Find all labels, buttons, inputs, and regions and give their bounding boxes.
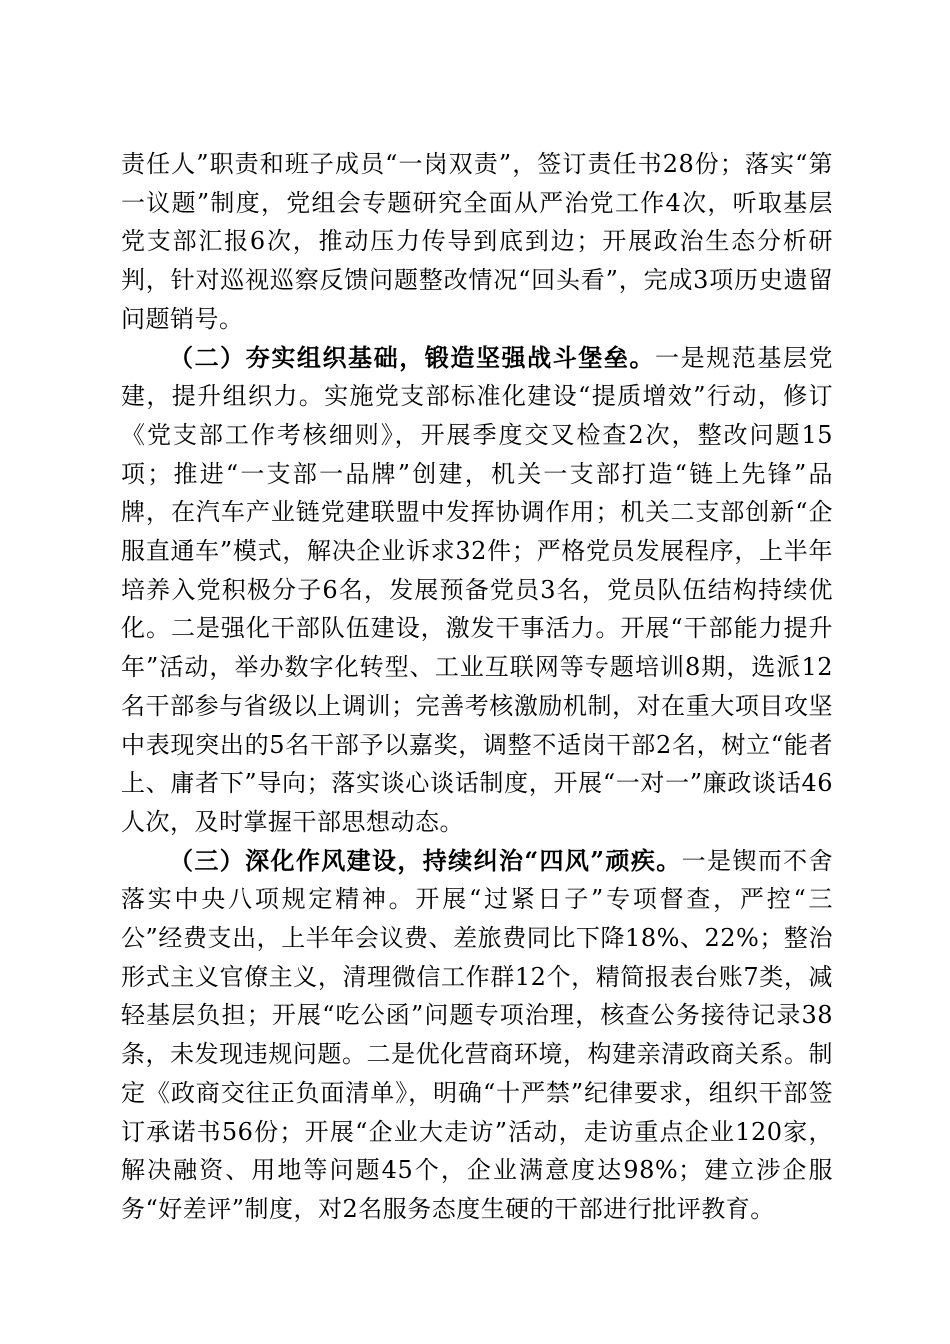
section-heading: （二）夯实组织基础，锻造坚强战斗堡垒。	[169, 342, 656, 372]
paragraph-continuation	[121, 145, 833, 339]
paragraph-text: 一是规范基层党建，提升组织力。实施党支部标准化建设“提质增效”行动，修订《党支部工作考核细则》，开展季度交叉检查2次，整改问题15项；推进“一支部一品牌”创建，机关一支部打造“链上先锋”品牌，在汽车产业链党建联盟中发挥协调作用；机关二支部创新“企服直通车”模式，解决企业诉求32件；严格党员发展程序，上半年培养入党积极分子6名，发展预备党员3名，党员队伍结构持续优化。二是强化干部队伍建设，激发干事活力。开展“干部能力提升年”活动，举办数字化转型、工业互联网等专题培训8期，选派12名干部参与省级以上调训；完善考核激励机制，对在重大项目攻坚中表现突出的5名干部予以嘉奖，调整不适岗干部2名，树立“能者上、庸者下”导向；落实谈心谈话制度，开展“一对一”廉政谈话46人次，及时掌握干部思想动态。	[121, 343, 834, 836]
paragraph-section-3	[121, 842, 833, 1229]
paragraph-text: 一是锲而不舍落实中央八项规定精神。开展“过紧日子”专项督查，严控“三公”经费支出，上半年会议费、差旅费同比下降18%、22%；整治形式主义官僚主义，清理微信工作群12个，精简报表台账7类，减轻基层负担；开展“吃公函”问题专项治理，核查公务接待记录38条，未发现违规问题。二是优化营商环境，构建亲清政商关系。制定《政商交往正负面清单》，明确“十严禁”纪律要求，组织干部签订承诺书56份；开展“企业大走访”活动，走访重点企业120家，解决融资、用地等问题45个，企业满意度达98%；建立涉企服务“好差评”制度，对2名服务态度生硬的干部进行批评教育。	[121, 846, 834, 1223]
document-body	[121, 145, 833, 1229]
paragraph-text: 责任人”职责和班子成员“一岗双责”，签订责任书28份；落实“第一议题”制度，党组会专题研究全面从严治党工作4次，听取基层党支部汇报6次，推动压力传导到底到边；开展政治生态分析研判，针对巡视巡察反馈问题整改情况“回头看”，完成3项历史遗留问题销号。	[121, 150, 833, 333]
section-heading: （三）深化作风建设，持续纠治“四风”顽疾。	[169, 845, 682, 875]
paragraph-section-2	[121, 339, 833, 842]
